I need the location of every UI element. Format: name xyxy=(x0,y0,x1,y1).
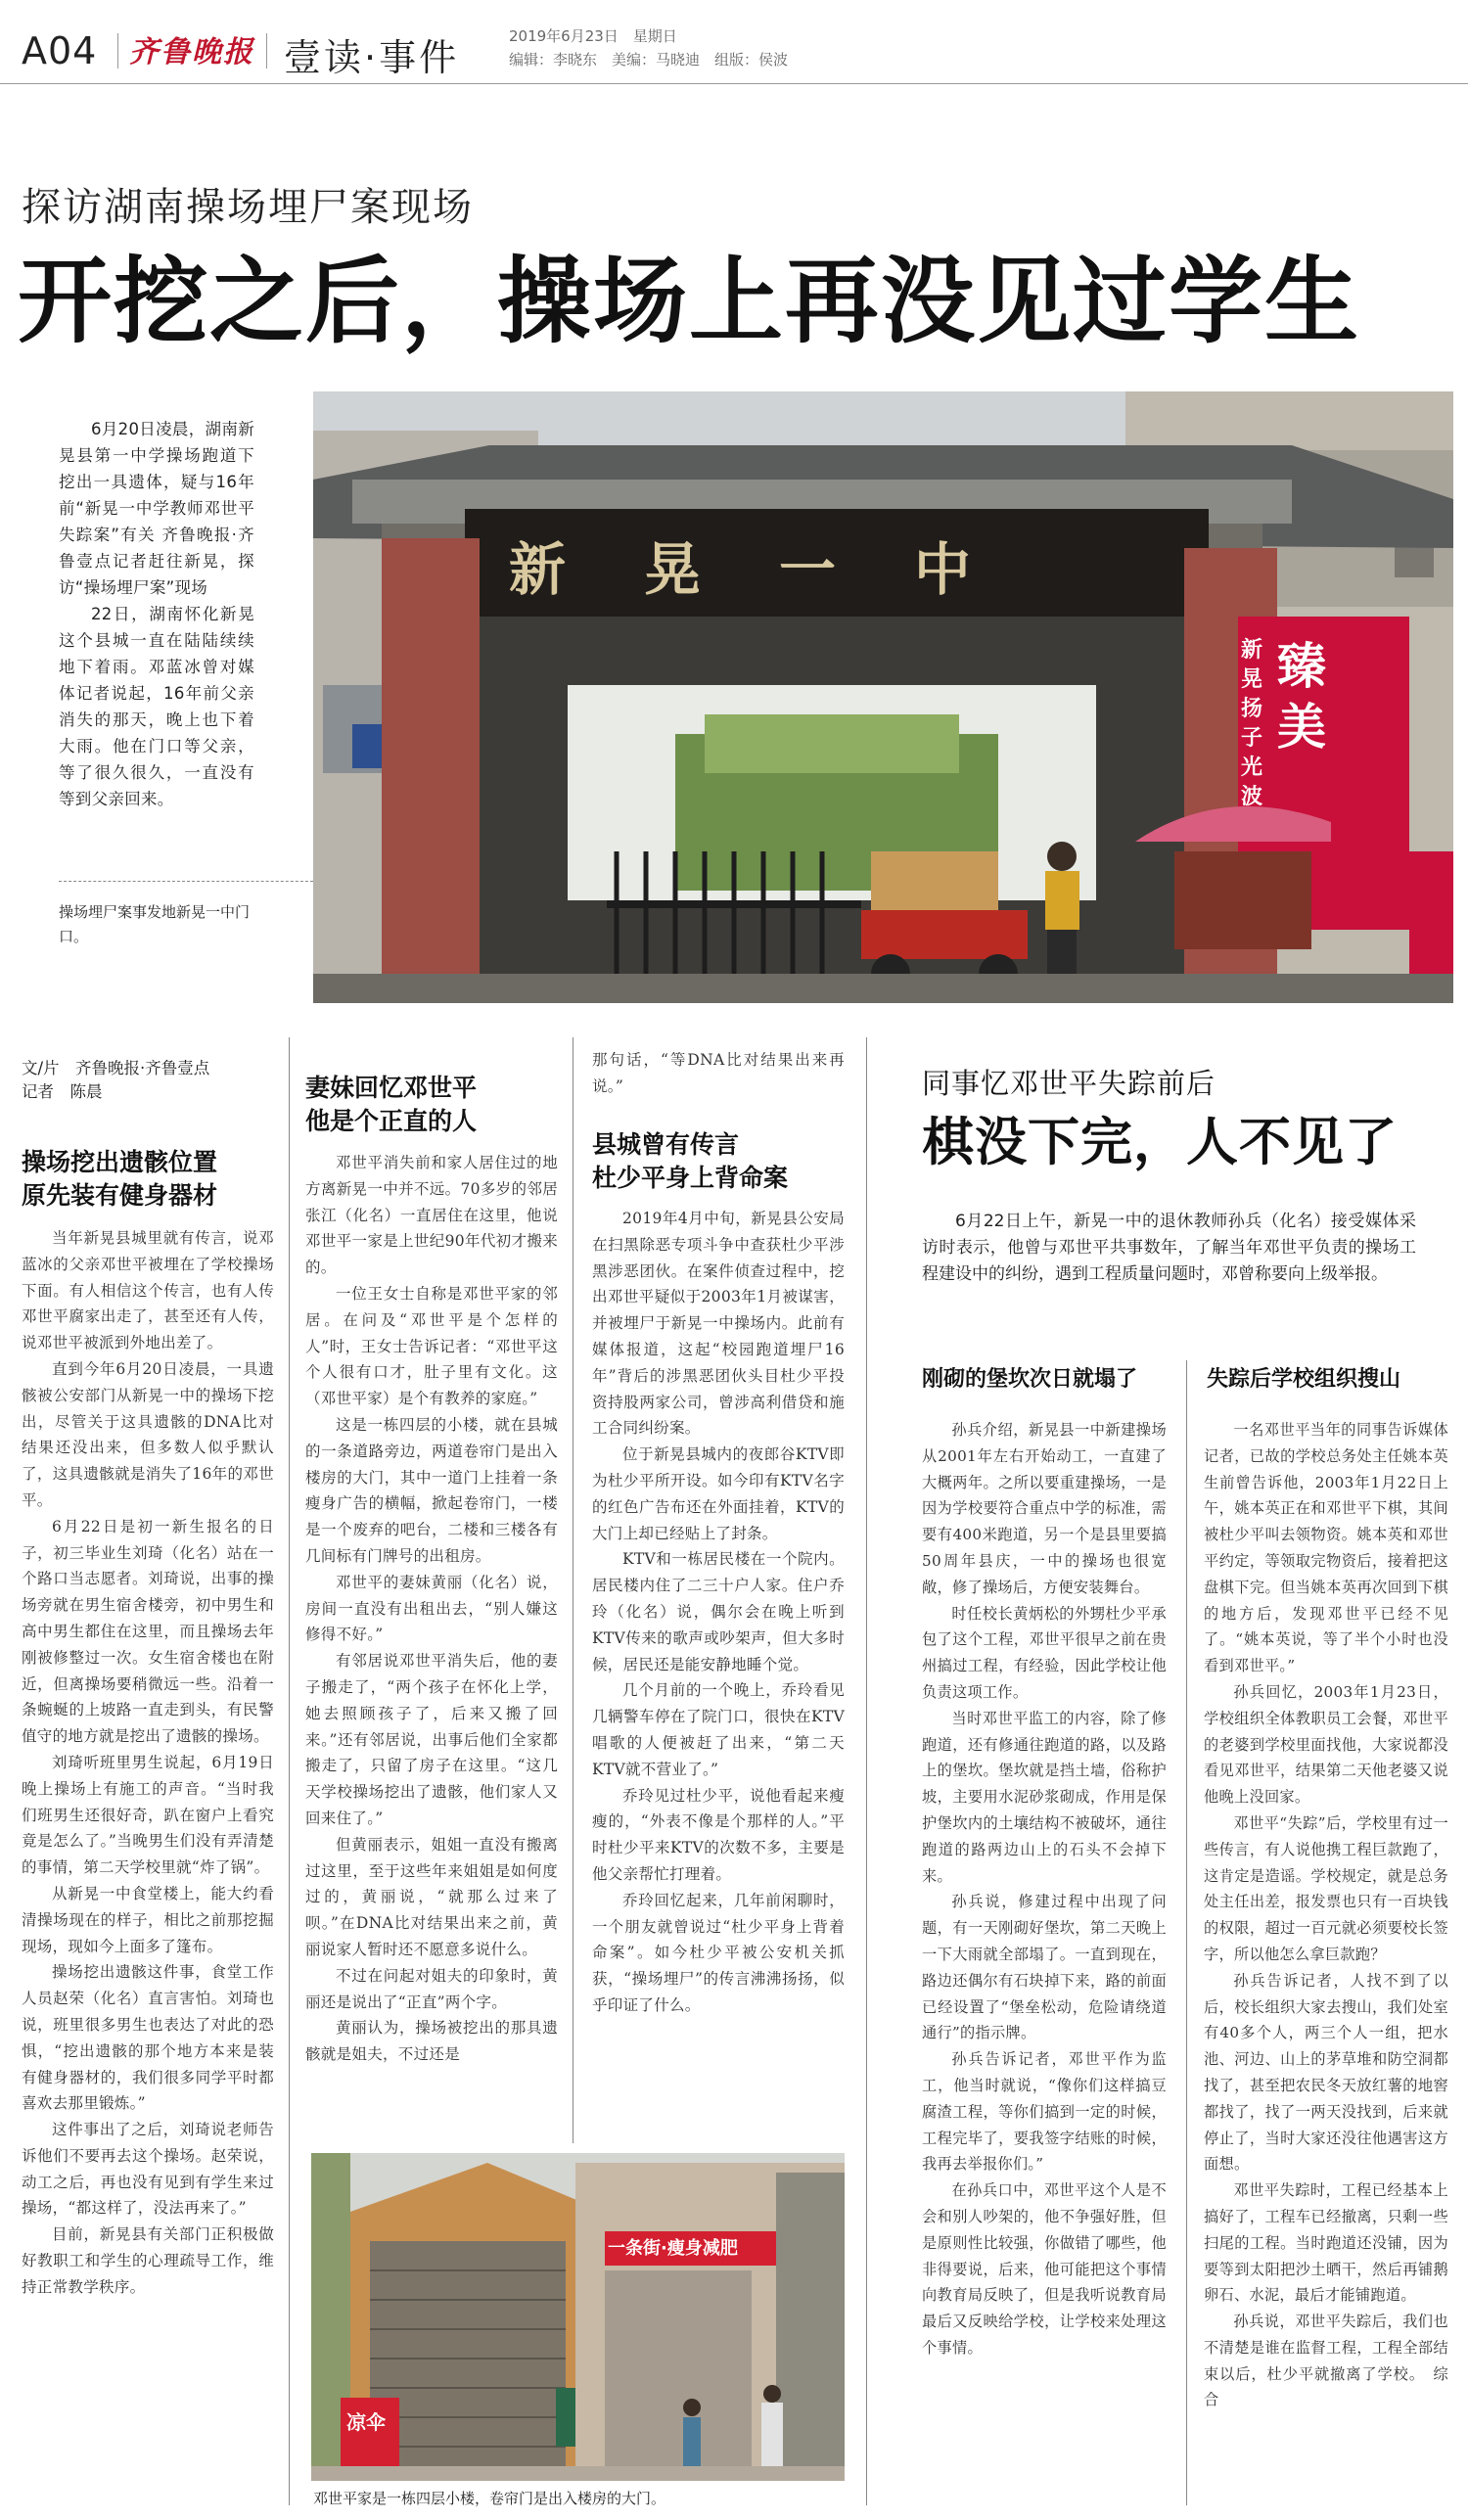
col2-paragraph: 邓世平消失前和家人居住过的地方离新晃一中并不远。70多岁的邻居张江（化名）一直居住在这里，他说邓世平一家是上世纪90年代初才搬来的。 xyxy=(305,1154,558,1277)
school-sign-text: 新晃一中 xyxy=(509,536,1050,603)
photo-caption: 操场埋尸案事发地新晃一中门口。 xyxy=(59,903,251,945)
col3-lead-fragment: 那句话，“等DNA比对结果出来再说。” xyxy=(592,1051,845,1095)
col1-paragraph: 刘琦听班里男生说起，6月19日晚上操场上有施工的声音。“当时我们班男生还很好奇，趴在窗户上看究竟是怎么了。”当晚男生们没有弄清楚的事情，第二天学校里就“炸了锅”。 xyxy=(22,1753,274,1877)
section-title: 壹读·事件 xyxy=(284,36,460,79)
col2-subhead-2: 他是个正直的人 xyxy=(305,1107,478,1135)
publish-date: 2019年6月23日 星期日 xyxy=(509,27,677,45)
col3-paragraph: 位于新晃县城内的夜郎谷KTV即为杜少平所开设。如今印有KTV名字的红色广告布还在外面挂着，KTV的大门上却已经贴上了封条。 xyxy=(592,1445,845,1542)
intro-paragraph: 6月20日凌晨，湖南新晃县第一中学操场跑道下挖出一具遗体，疑与16年前“新晃一中学教师邓世平失踪案”有关 齐鲁晚报·齐鲁壹点记者赶往新晃，探访“操场埋尸案”现场 xyxy=(59,420,254,597)
right-col-a-paragraph: 当时邓世平监工的内容，除了修跑道，还有修通往跑道的路，以及路上的堡坎。堡坎就是挡土墙，俗称护坡，主要用水泥砂浆砌成，作用是保护堡坎内的土壤结构不被破坏，通往跑道的路两边山上的石头不会掉下来。 xyxy=(922,1709,1167,1885)
house-illustration xyxy=(311,2153,845,2481)
right-col-b-paragraph: 一名邓世平当年的同事告诉媒体记者，已故的学校总务处主任姚本英生前曾告诉他，2003年1月22日上午，姚本英正在和邓世平下棋，其间被杜少平叫去领物资。姚本英和邓世平约定，等领取完物资后，接着把这盘棋下完。但当姚本英再次回到下棋的地方后，发现邓世平已经不见了。“姚本英说，等了半个小时也没看到邓世平。” xyxy=(1204,1421,1448,1675)
right-col-a-paragraph: 在孙兵口中，邓世平这个人是不会和别人吵架的，他不争强好胜，但是原则性比较强，你做错了哪些，他非得要说，后来，他可能把这个事情向教育局反映了，但是我听说教育局最后又反映给学校，让学校来处理这个事情。 xyxy=(922,2181,1167,2357)
col2-paragraph: 不过在问起对姐夫的印象时，黄丽还是说出了“正直”两个字。 xyxy=(305,1966,558,2011)
col3-paragraph: 乔玲回忆起来，几年前闲聊时，一个朋友就曾说过“杜少平身上背着命案”。如今杜少平被公安机关抓获，“操场埋尸”的传言沸沸扬扬，似乎印证了什么。 xyxy=(592,1891,845,2014)
col1-paragraph: 直到今年6月20日凌晨，一具遗骸被公安部门从新晃一中的操场下挖出，尽管关于这具遗骸的DNA比对结果还没出来，但多数人似乎默认了，这具遗骸就是消失了16年的邓世平。 xyxy=(22,1359,274,1509)
col1-paragraph: 从新晃一中食堂楼上，能大约看清操场现在的样子，相比之前那挖掘现场，现如今上面多了篷布。 xyxy=(22,1884,274,1955)
shop-sign-text: 臻美 xyxy=(1277,638,1326,756)
page-number: A04 xyxy=(22,29,98,72)
col2-body xyxy=(305,1150,558,2068)
col2-subhead-1: 妻妹回忆邓世平 xyxy=(305,1074,478,1102)
right-col-a-paragraph: 时任校长黄炳松的外甥杜少平承包了这个工程，邓世平很早之前在贵州搞过工程，有经验，因此学校让他负责这项工作。 xyxy=(922,1604,1167,1701)
col3-paragraph: 2019年4月中旬，新晃县公安局在扫黑除恶专项斗争中查获杜少平涉黑涉恶团伙。在案件侦查过程中，挖出邓世平疑似于2003年1月被谋害，并被埋尸于新晃一中操场内。此前有媒体报道，这起“校园跑道埋尸16年”背后的涉黑恶团伙头目杜少平投资持股两家公司，曾涉高利借贷和施工合同纠纷案。 xyxy=(592,1210,845,1438)
col1-paragraph: 目前，新晃县有关部门正积极做好教职工和学生的心理疏导工作，维持正常教学秩序。 xyxy=(22,2225,274,2296)
col2-paragraph: 但黄丽表示，姐姐一直没有搬离过这里，至于这些年来姐姐是如何度过的，黄丽说，“就那么过来了呗。”在DNA比对结果出来之前，黄丽说家人暂时还不愿意多说什么。 xyxy=(305,1835,558,1958)
right-intro: 6月22日上午，新晃一中的退休教师孙兵（化名）接受媒体采访时表示，他曾与邓世平共事数年，了解当年邓世平负责的操场工程建设中的纠纷，遇到工程质量问题时，邓曾称要向上级举报。 xyxy=(922,1212,1416,1284)
col2-paragraph: 一位王女士自称是邓世平家的邻居。在问及“邓世平是个怎样的人”时，王女士告诉记者：“邓世平这个人很有口才，肚子里有文化。这（邓世平家）是个有教养的家庭。” xyxy=(305,1284,558,1408)
col1-paragraph: 这件事出了之后，刘琦说老师告诉他们不要再去这个操场。赵荣说，动工之后，再也没有见到有学生来过操场，“都这样了，没法再来了。” xyxy=(22,2121,274,2218)
main-headline: 开挖之后，操场上再没见过学生 xyxy=(18,247,1360,356)
col3-subhead-1: 县城曾有传言 xyxy=(592,1130,740,1159)
col1-subhead-2: 原先装有健身器材 xyxy=(22,1181,218,1210)
col1-subhead-1: 操场挖出遗骸位置 xyxy=(22,1148,218,1176)
right-col-b-paragraph: 孙兵告诉记者，人找不到了以后，校长组织大家去搜山，我们处室有40多个人，两三个人一组，把水池、河边、山上的茅草堆和防空洞都找了，甚至把农民冬天放红薯的地窖都找了，找了一两天没找到，后来就停止了，当时大家还没往他遇害这方面想。 xyxy=(1204,1971,1448,2174)
right-col-a-paragraph: 孙兵介绍，新晃县一中新建操场从2001年左右开始动工，一直建了大概两年。之所以要重建操场，一是因为学校要符合重点中学的标准，需要有400米跑道，另一个是县里要搞50周年县庆，一中的操场也很宽敞，修了操场后，方便安装舞台。 xyxy=(922,1421,1167,1596)
col1-paragraph: 当年新晃县城里就有传言，说邓蓝冰的父亲邓世平被埋在了学校操场下面。有人相信这个传言，也有人传邓世平腐家出走了，甚至还有人传，说邓世平被派到外地出差了。 xyxy=(22,1229,274,1352)
col1-body xyxy=(22,1225,274,2301)
editor-credits: 编辑：李晓东 美编：马晓迪 组版：侯波 xyxy=(509,51,789,69)
right-col-a-paragraph: 孙兵告诉记者，邓世平作为监工，他当时就说，“像你们这样搞豆腐渣工程，等你们搞到一定的时候，工程完毕了，要我签字结账的时候，我再去举报你们。” xyxy=(922,2050,1167,2174)
right-col-b-paragraph: 孙兵回忆，2003年1月23日，学校组织全体教职员工会餐，邓世平的老婆到学校里面找他，大家说都没看见邓世平，结果第二天他老婆又说他晚上没回家。 xyxy=(1204,1682,1448,1807)
right-col-b-paragraph: 邓世平失踪时，工程已经基本上搞好了，工程车已经撤离，只剩一些扫尾的工程。当时跑道还没铺，因为要等到太阳把沙土晒干，然后再铺鹅卵石、水泥，最后才能铺跑道。 xyxy=(1204,2181,1448,2305)
intro-text xyxy=(59,416,254,812)
column-rule xyxy=(1186,1360,1187,2505)
shop-text: 凉伞 xyxy=(346,2410,386,2434)
col3-body xyxy=(592,1206,845,2019)
masthead-logo: 齐鲁晚报 xyxy=(129,35,254,69)
right-headline: 棋没下完，人不见了 xyxy=(922,1113,1398,1172)
col2-paragraph: 邓世平的妻妹黄丽（化名）说，房间一直没有出租出去，“别人嫌这修得不好。” xyxy=(305,1573,558,1644)
col3-paragraph: KTV和一栋居民楼在一个院内。居民楼内住了二三十户人家。住户乔玲（化名）说，偶尔会在晚上听到KTV传来的歌声或吵架声，但大多时候，居民还是能安静地睡个觉。 xyxy=(592,1550,845,1673)
col2-paragraph: 这是一栋四层的小楼，就在县城的一条道路旁边，两道卷帘门是出入楼房的大门，其中一道门上挂着一条瘦身广告的横幅，掀起卷帘门，一楼是一个废弃的吧台，二楼和三楼各有几间标有门牌号的出租房。 xyxy=(305,1415,558,1565)
right-subhead-a: 刚砌的堡坎次日就塌了 xyxy=(922,1367,1138,1392)
right-col-a-paragraph: 孙兵说，修建过程中出现了问题，有一天刚砌好堡坎，第二天晚上一下大雨就全部塌了。一直到现在，路边还偶尔有石块掉下来，路的前面已经设置了“堡垒松动，危险请绕道通行”的指示牌。 xyxy=(922,1893,1167,2042)
right-kicker: 同事忆邓世平失踪前后 xyxy=(922,1067,1216,1100)
column-rule xyxy=(289,1037,290,2505)
right-col-a-body xyxy=(922,1417,1167,2361)
right-col-b-body xyxy=(1204,1417,1448,2413)
col3-subhead-2: 杜少平身上背命案 xyxy=(592,1164,789,1192)
col3-paragraph: 乔玲见过杜少平，说他看起来瘦瘦的，“外表不像是个那样的人。”平时杜少平来KTV的次数不多，主要是他父亲帮忙打理着。 xyxy=(592,1786,845,1883)
col1-paragraph: 操场挖出遗骸这件事，食堂工作人员赵荣（化名）直言害怕。刘琦也说，班里很多男生也表达了对此的恐惧，“挖出遗骸的那个地方本来是装有健身器材的，我们很多同学平时都喜欢去那里锻炼。” xyxy=(22,1963,274,2113)
house-photo-caption: 邓世平家是一栋四层小楼，卷帘门是出入楼房的大门。 xyxy=(313,2490,666,2507)
col2-paragraph: 黄丽认为，操场被挖出的那具遗骸就是姐夫，不过还是 xyxy=(305,2019,558,2064)
right-subhead-b: 失踪后学校组织搜山 xyxy=(1207,1367,1401,1392)
intro-paragraph: 22日，湖南怀化新晃这个县城一直在陆陆续续地下着雨。邓蓝冰曾对媒体记者说起，16年前父亲消失的那天，晚上也下着大雨。他在门口等父亲，等了很久很久，一直没有等到父亲回来。 xyxy=(59,605,254,808)
house-photo xyxy=(311,2153,845,2481)
right-col-b-paragraph: 邓世平“失踪”后，学校里有过一些传言，有人说他携工程巨款跑了，这肯定是造谣。学校规定，就是总务处主任出差，报发票也只有一百块钱的权限，超过一百元就必须要校长签字，所以他怎么拿巨款跑？ xyxy=(1204,1813,1448,1963)
banner-text: 一条街·瘦身减肥 xyxy=(608,2238,738,2259)
byline-line1: 文/片 齐鲁晚报·齐鲁壹点 xyxy=(22,1059,210,1077)
header-rule xyxy=(0,83,1468,84)
col2-paragraph: 有邻居说邓世平消失后，他的妻子搬走了，“两个孩子在怀化上学，她去照顾孩子了，后来又搬了回来。”还有邻居说，出事后他们全家都搬走了，只留了房子在这里。“这几天学校操场挖出了遗骸，他们家人又回来住了。” xyxy=(305,1652,558,1827)
shop-side-text: 新晃扬子光波 xyxy=(1241,638,1263,809)
col3-paragraph: 几个月前的一个晚上，乔玲看见几辆警车停在了院门口，很快在KTV唱歌的人便被赶了出来，“第二天KTV就不营业了。” xyxy=(592,1681,845,1778)
column-rule xyxy=(866,1037,867,2505)
school-gate-photo xyxy=(313,391,1453,1003)
byline-line2: 记者 陈晨 xyxy=(22,1082,103,1101)
kicker-headline: 探访湖南操场埋尸案现场 xyxy=(22,185,474,230)
caption-rule xyxy=(59,881,313,882)
right-col-b-paragraph: 孙兵说，邓世平失踪后，我们也不清楚是谁在监督工程，工程全部结束以后，杜少平就撤离了学校。 综合 xyxy=(1204,2313,1448,2409)
col1-paragraph: 6月22日是初一新生报名的日子，初三毕业生刘琦（化名）站在一个路口当志愿者。刘琦说，出事的操场旁就在男生宿舍楼旁，初中男生和高中男生都住在这里，而且操场去年刚被修整过一次。女生宿舍楼也在附近，但离操场要稍微远一些。沿着一条蜿蜒的上坡路一直走到头，有民警值守的地方就是挖出了遗骸的操场。 xyxy=(22,1517,274,1746)
